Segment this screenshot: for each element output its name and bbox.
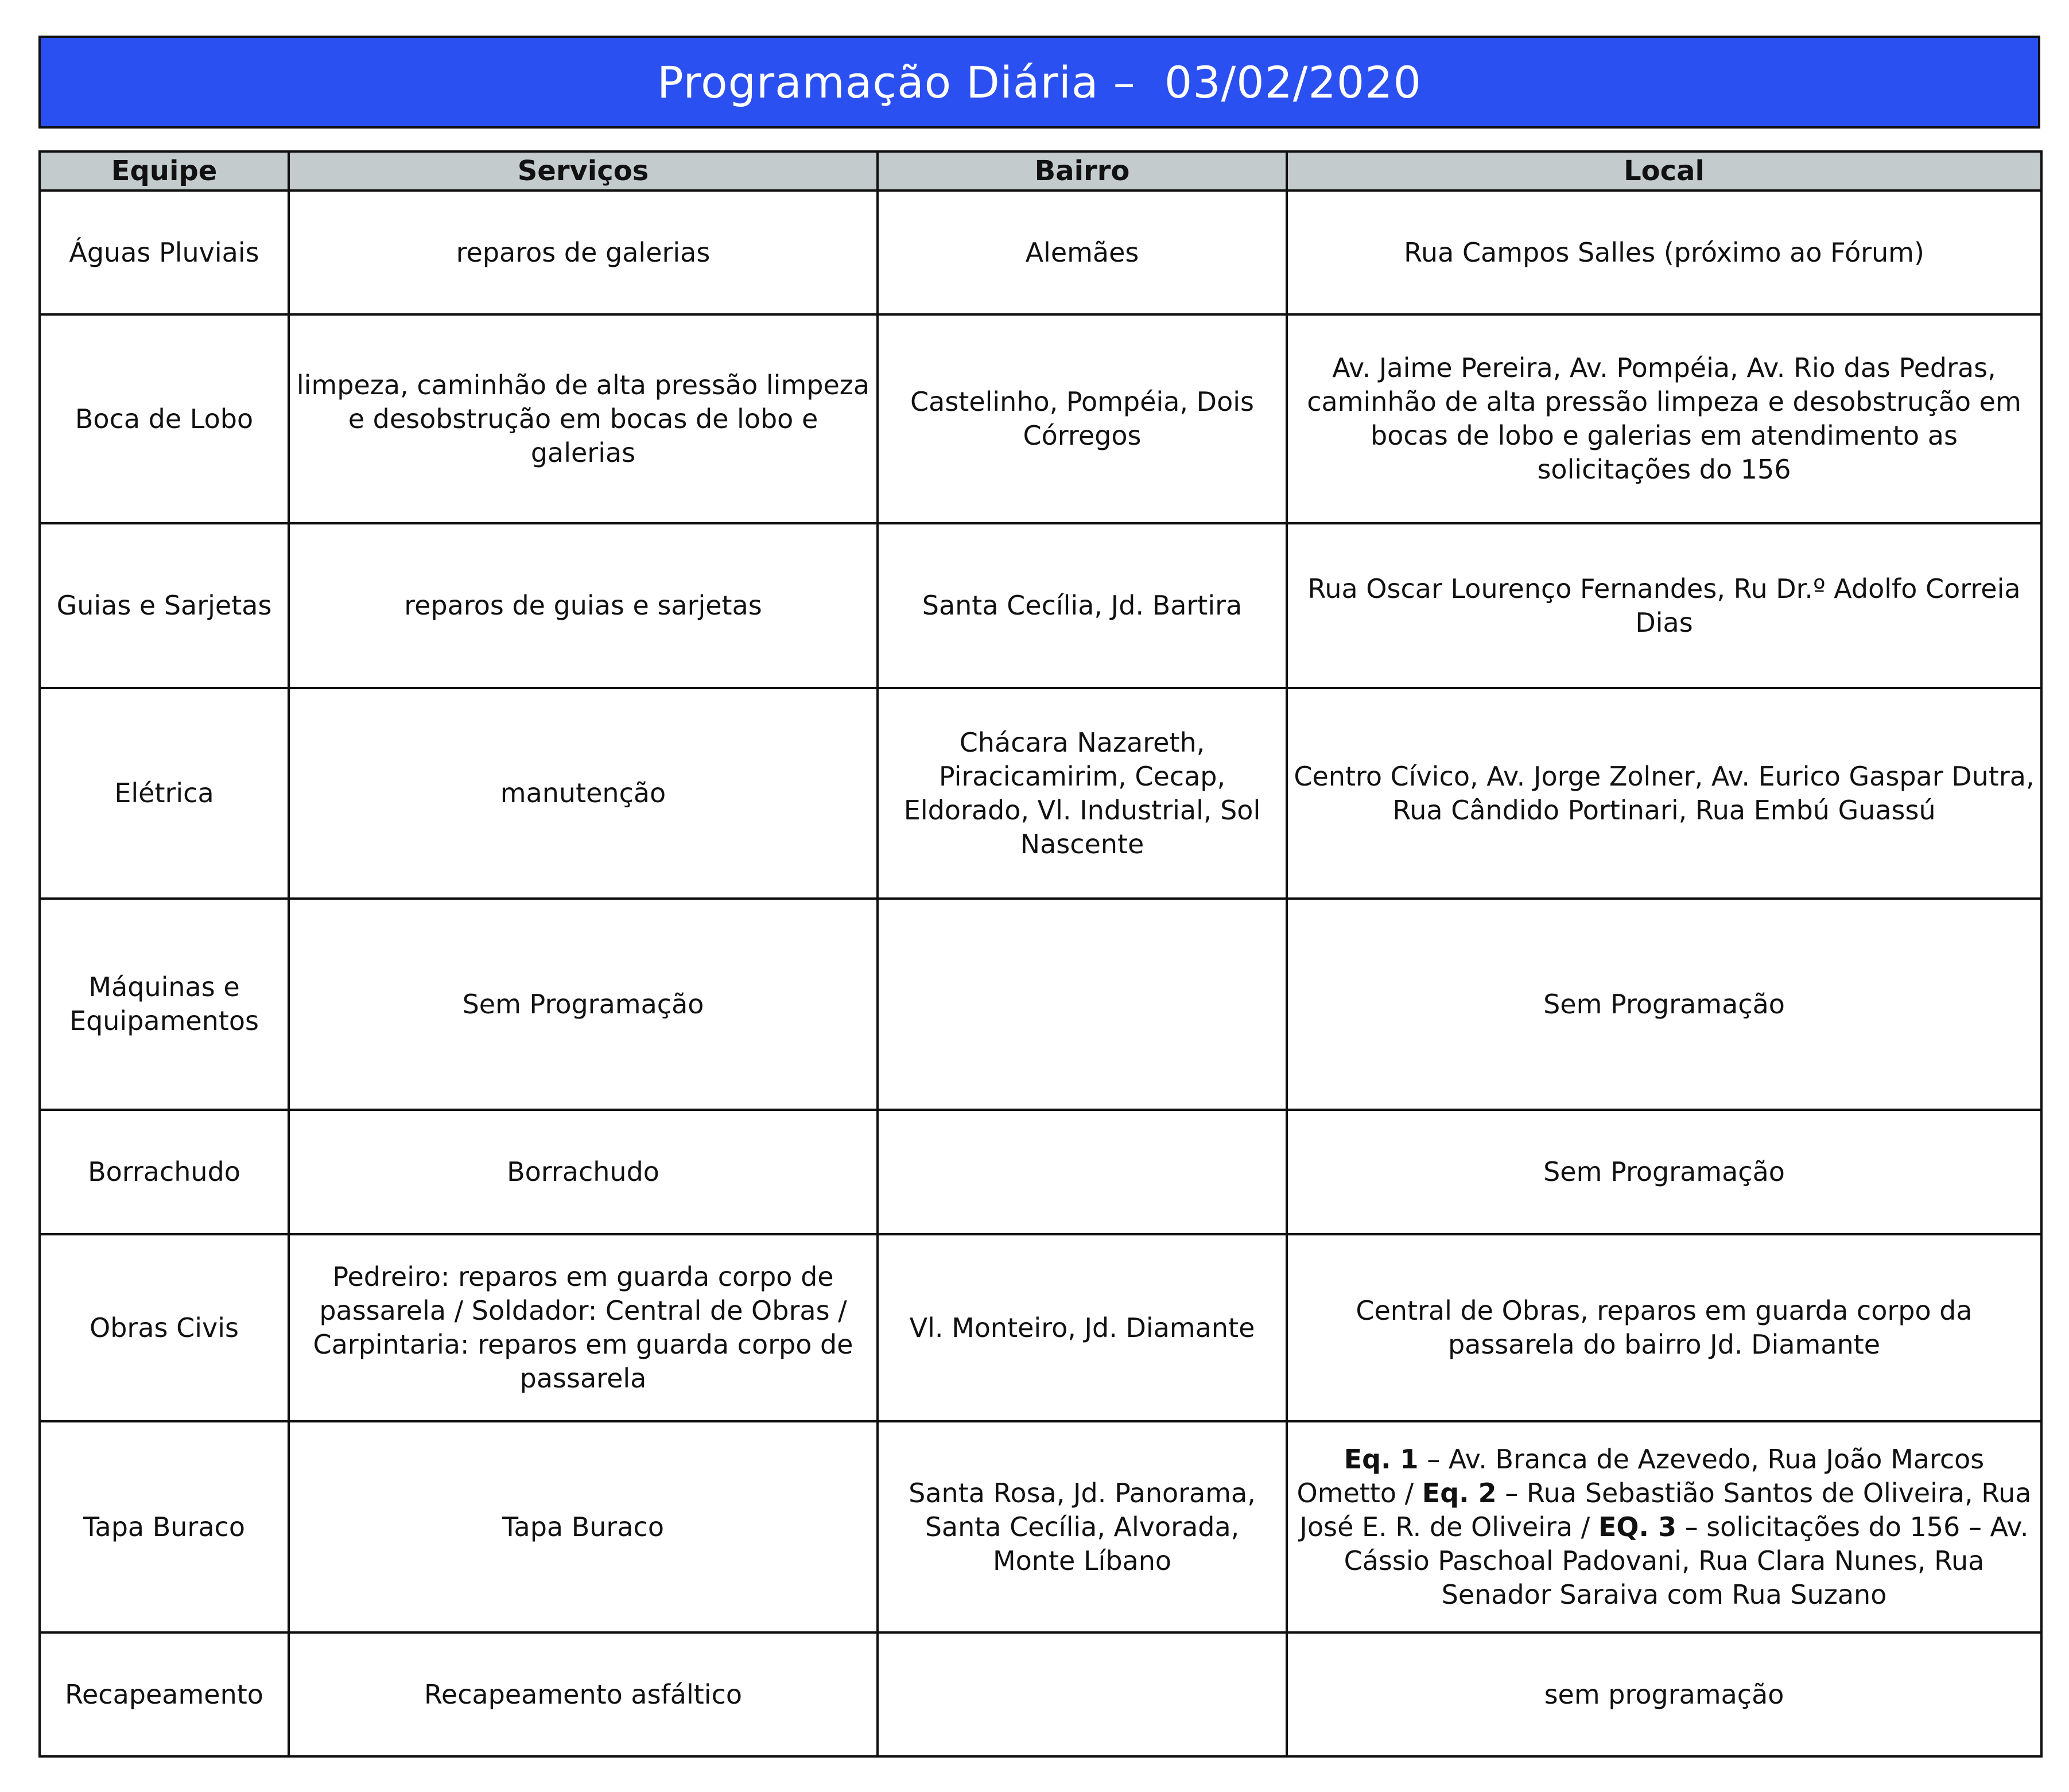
cell-bairro	[878, 1632, 1287, 1756]
cell-servicos: reparos de galerias	[289, 191, 878, 314]
cell-bairro: Santa Rosa, Jd. Panorama, Santa Cecília, Alvorada, Monte Líbano	[878, 1421, 1287, 1632]
column-header-servicos: Serviços	[289, 151, 878, 191]
team-text-eq3: – solicitações do 156 – Av. Cássio Paschoal Padovani, Rua Clara Nunes, Rua Senador Saraiva com Rua Suzano	[1344, 1511, 2029, 1610]
cell-local: Sem Programação	[1287, 899, 2041, 1110]
cell-equipe: Recapeamento	[40, 1632, 289, 1756]
cell-local: Central de Obras, reparos em guarda corpo da passarela do bairro Jd. Diamante	[1287, 1234, 2041, 1421]
cell-bairro	[878, 1110, 1287, 1234]
team-text-eq1: – Av. Branca de Azevedo, Rua João Marcos Ometto /	[1296, 1443, 1985, 1509]
cell-servicos: Sem Programação	[289, 899, 878, 1110]
cell-equipe: Boca de Lobo	[40, 314, 289, 523]
column-header-equipe: Equipe	[40, 151, 289, 191]
table-row	[40, 1632, 2041, 1756]
cell-servicos: Tapa Buraco	[289, 1421, 878, 1632]
cell-servicos: manutenção	[289, 688, 878, 899]
table-header-row	[40, 151, 2041, 191]
table-row	[40, 688, 2041, 899]
cell-equipe: Águas Pluviais	[40, 191, 289, 314]
title-banner	[38, 36, 2040, 129]
table-row	[40, 1421, 2041, 1632]
column-header-local: Local	[1287, 151, 2041, 191]
cell-local: Rua Oscar Lourenço Fernandes, Ru Dr.º Adolfo Correia Dias	[1287, 523, 2041, 688]
table-row	[40, 1234, 2041, 1421]
cell-local: Rua Campos Salles (próximo ao Fórum)	[1287, 191, 2041, 314]
cell-bairro: Castelinho, Pompéia, Dois Córregos	[878, 314, 1287, 523]
team-text-eq2: – Rua Sebastião Santos de Oliveira, Rua José E. R. de Oliveira /	[1299, 1477, 2032, 1542]
cell-servicos: Pedreiro: reparos em guarda corpo de passarela / Soldador: Central de Obras / Carpintaria: reparos em guarda corpo de passarela	[289, 1234, 878, 1421]
cell-bairro: Vl. Monteiro, Jd. Diamante	[878, 1234, 1287, 1421]
cell-bairro	[878, 899, 1287, 1110]
table-row	[40, 314, 2041, 523]
team-label-eq3: EQ. 3	[1598, 1511, 1676, 1542]
cell-servicos: reparos de guias e sarjetas	[289, 523, 878, 688]
cell-local: sem programação	[1287, 1632, 2041, 1756]
cell-servicos: limpeza, caminhão de alta pressão limpeza e desobstrução em bocas de lobo e galerias	[289, 314, 878, 523]
cell-equipe: Borrachudo	[40, 1110, 289, 1234]
cell-local: Av. Jaime Pereira, Av. Pompéia, Av. Rio das Pedras, caminhão de alta pressão limpeza e desobstrução em bocas de lobo e galerias em atendimento as solicitações do 156	[1287, 314, 2041, 523]
table-row	[40, 191, 2041, 314]
cell-equipe: Elétrica	[40, 688, 289, 899]
cell-equipe: Guias e Sarjetas	[40, 523, 289, 688]
cell-equipe: Máquinas e Equipamentos	[40, 899, 289, 1110]
cell-local	[1287, 1421, 2041, 1632]
cell-local: Sem Programação	[1287, 1110, 2041, 1234]
cell-bairro: Santa Cecília, Jd. Bartira	[878, 523, 1287, 688]
column-header-bairro: Bairro	[878, 151, 1287, 191]
table-row	[40, 523, 2041, 688]
team-label-eq1: Eq. 1	[1344, 1443, 1419, 1475]
table-row	[40, 1110, 2041, 1234]
cell-bairro: Alemães	[878, 191, 1287, 314]
cell-servicos: Borrachudo	[289, 1110, 878, 1234]
team-label-eq2: Eq. 2	[1422, 1477, 1497, 1509]
table-row	[40, 899, 2041, 1110]
cell-equipe: Tapa Buraco	[40, 1421, 289, 1632]
cell-bairro: Chácara Nazareth, Piracicamirim, Cecap, Eldorado, Vl. Industrial, Sol Nascente	[878, 688, 1287, 899]
page-title: Programação Diária – 03/02/2020	[657, 56, 1422, 108]
cell-local: Centro Cívico, Av. Jorge Zolner, Av. Eurico Gaspar Dutra, Rua Cândido Portinari, Rua Embú Guassú	[1287, 688, 2041, 899]
cell-servicos: Recapeamento asfáltico	[289, 1632, 878, 1756]
cell-equipe: Obras Civis	[40, 1234, 289, 1421]
schedule-table	[38, 150, 2043, 1758]
